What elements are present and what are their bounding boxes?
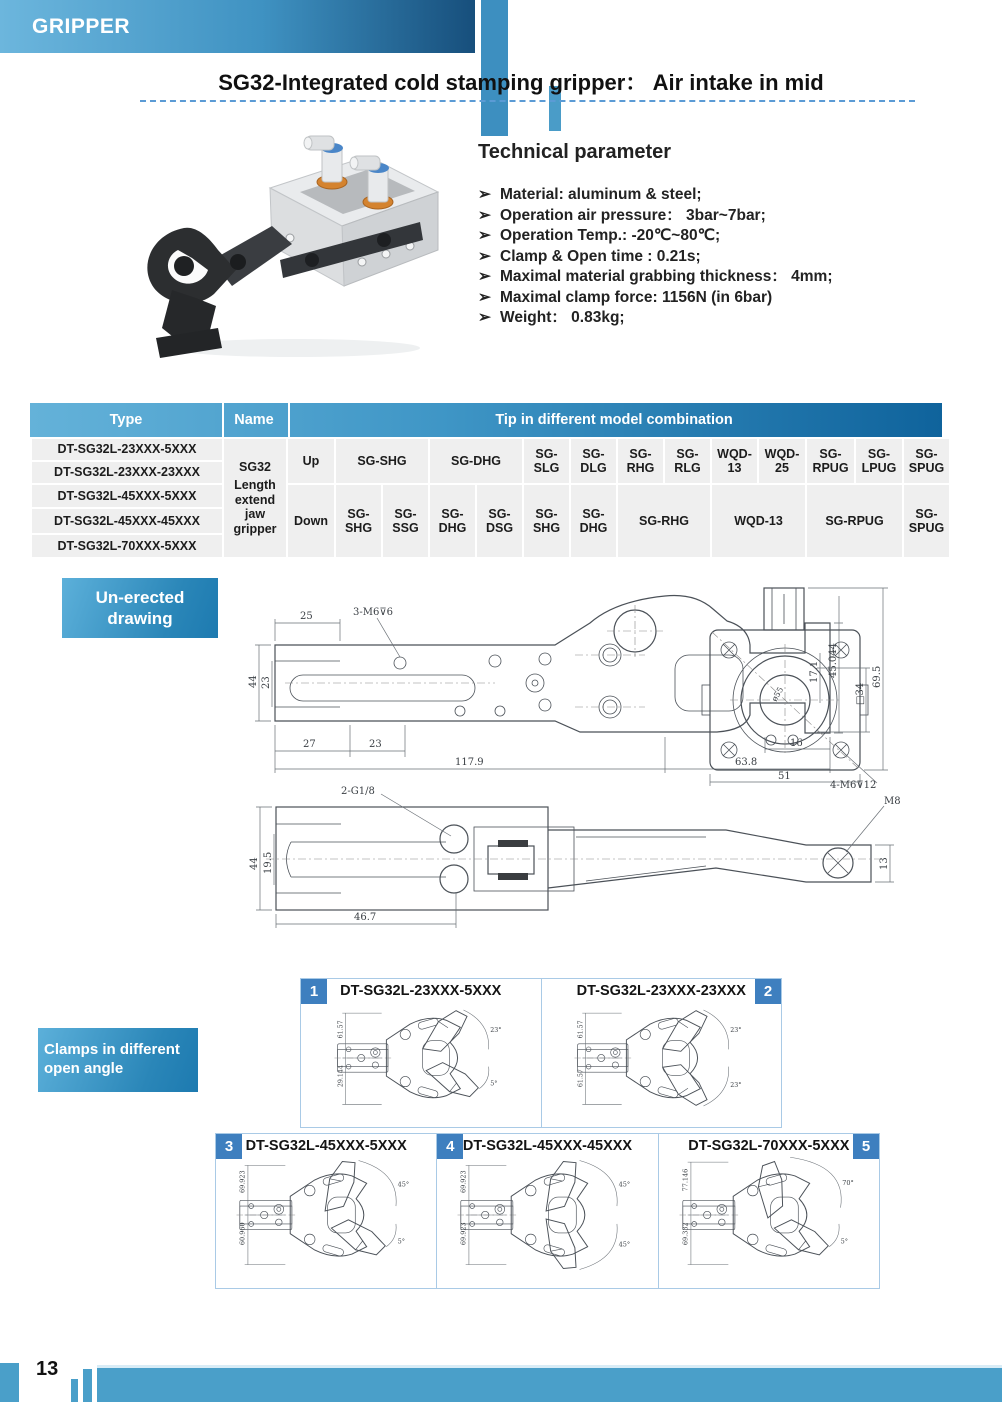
svg-text:60.960: 60.960 [238,1222,247,1246]
tip-cell: SG-LPUG [856,439,902,483]
svg-text:4-M6⊽12: 4-M6⊽12 [830,780,877,790]
svg-text:117.9: 117.9 [455,757,484,768]
svg-text:61.57: 61.57 [337,1020,345,1039]
spec-table [30,403,945,559]
svg-text:16: 16 [790,738,803,749]
svg-text:63.8: 63.8 [735,757,758,768]
footer-bar [97,1365,1002,1402]
up-cell: Up [288,439,334,483]
tech-item: ➢ Maximal material grabbing thickness： 4mm; [478,267,958,288]
panel-badge: 4 [437,1134,463,1159]
table-name-cell: SG32 Length extend jaw gripper [224,439,286,557]
svg-text:23: 23 [261,676,272,689]
svg-text:45.044: 45.044 [828,643,839,678]
svg-text:23°: 23° [489,1027,502,1035]
page-number: 13 [36,1358,59,1380]
panel-title: DT-SG32L-45XXX-5XXX [245,1138,407,1154]
bullet-arrow-icon: ➢ [478,186,491,203]
tech-item: ➢ Operation Temp.: -20℃~80℃; [478,226,958,247]
svg-text:45°: 45° [619,1240,631,1249]
svg-text:44: 44 [248,675,259,688]
svg-text:29.144: 29.144 [337,1065,345,1088]
clamp-drawing [313,999,529,1117]
gripper-label: GRIPPER [32,14,131,38]
svg-text:69.923: 69.923 [460,1222,469,1246]
panel-title: DT-SG32L-70XXX-5XXX [688,1138,850,1154]
right-view-drawing [672,580,902,790]
tip-cell: SG-SHG [336,439,428,483]
svg-text:61.57: 61.57 [577,1069,585,1088]
model-combination-table [30,437,951,559]
footer-accent-bar-medium [83,1369,92,1402]
panel-badge: 1 [301,979,327,1004]
clamp-panel [436,1134,657,1288]
tip-cell: SG-RPUG [807,485,902,557]
clamp-panels-row-2 [215,1133,880,1289]
tip-cell: SG-SSG [383,485,428,557]
side-view-drawing [246,782,906,932]
tip-cell: WQD-13 [712,439,757,483]
tip-cell: SG-DLG [571,439,616,483]
tip-cell: SG-DHG [430,485,475,557]
clamp-panel [216,1134,436,1288]
bullet-arrow-icon: ➢ [478,309,491,326]
tip-cell: SG-SHG [336,485,381,557]
tech-parameter-list [478,185,958,329]
svg-text:23°: 23° [730,1082,742,1090]
product-image [120,110,452,362]
tech-parameter-heading: Technical parameter [478,141,672,163]
svg-text:45°: 45° [619,1180,631,1189]
svg-text:69.923: 69.923 [238,1170,247,1194]
tip-cell: SG-SLG [524,439,569,483]
table-row-type: DT-SG32L-45XXX-45XXX [32,509,222,533]
clamp-drawing [553,999,769,1117]
title-divider [140,100,915,102]
tip-cell: SG-RPUG [807,439,854,483]
column-header-tip: Tip in different model combination [495,412,733,428]
footer-accent-bar-small [71,1379,78,1402]
clamp-panel [658,1134,879,1288]
svg-text:27: 27 [303,739,316,750]
clamp-panel [541,979,782,1127]
tip-cell: SG-SPUG [904,439,949,483]
tech-item: ➢ Material: aluminum & steel; [478,185,958,206]
svg-text:25: 25 [300,611,313,622]
panel-badge: 2 [755,979,781,1004]
svg-text:M8: M8 [884,796,901,807]
panel-title: DT-SG32L-23XXX-23XXX [576,983,746,999]
column-header-type: Type [109,412,143,428]
svg-text:23°: 23° [730,1027,742,1035]
table-row-type: DT-SG32L-70XXX-5XXX [32,535,222,557]
down-cell: Down [288,485,334,557]
tip-cell: SG-DHG [571,485,616,557]
table-row-type: DT-SG32L-23XXX-23XXX [32,462,222,483]
panel-title: DT-SG32L-45XXX-45XXX [462,1138,633,1154]
table-header [30,403,942,437]
svg-text:23: 23 [369,739,382,750]
tip-cell: SG-RHG [618,485,710,557]
svg-text:17.1: 17.1 [809,660,820,683]
svg-text:69.332: 69.332 [681,1222,690,1246]
tech-item: ➢ Weight： 0.83kg; [478,308,958,329]
svg-text:19.5: 19.5 [263,851,274,874]
tech-item: ➢ Clamp & Open time : 0.21s; [478,247,958,268]
svg-text:44: 44 [249,857,260,870]
header-band [0,0,475,53]
tip-cell: SG-SPUG [904,485,949,557]
bullet-arrow-icon: ➢ [478,268,491,285]
unerected-drawing-label: Un-erected drawing [62,578,218,638]
svg-text:77.146: 77.146 [681,1168,690,1192]
tip-cell: SG-SHG [524,485,569,557]
page-title: SG32-Integrated cold stamping gripper： Air intake in mid [218,70,824,95]
panel-badge: 3 [216,1134,242,1159]
svg-text:70°: 70° [842,1178,854,1187]
column-header-name: Name [234,412,274,428]
clamp-drawing [221,1154,431,1276]
tip-cell: SG-RHG [618,439,663,483]
bullet-arrow-icon: ➢ [478,247,491,265]
svg-text:ø55: ø55 [769,685,786,703]
clamp-panels-row-1 [300,978,782,1128]
svg-text:51: 51 [778,771,791,782]
svg-text:69.923: 69.923 [460,1170,469,1194]
clamp-drawing [664,1154,874,1276]
bullet-arrow-icon: ➢ [478,288,491,306]
svg-text:69.5: 69.5 [872,665,883,688]
tech-item: ➢ Maximal clamp force: 1156N (in 6bar) [478,288,958,309]
footer-accent-square [0,1363,19,1402]
tip-cell: SG-DSG [477,485,522,557]
svg-text:5°: 5° [397,1237,406,1246]
tech-item: ➢ Operation air pressure： 3bar~7bar; [478,206,958,227]
svg-text:□34: □34 [855,682,866,705]
tip-cell: WQD-25 [759,439,805,483]
tip-cell: SG-DHG [430,439,522,483]
svg-text:61.57: 61.57 [577,1020,585,1039]
table-row-type: DT-SG32L-23XXX-5XXX [32,439,222,460]
tip-cell: SG-RLG [665,439,710,483]
tip-cell: WQD-13 [712,485,805,557]
bullet-arrow-icon: ➢ [478,206,491,224]
svg-text:13: 13 [879,857,890,870]
clamp-drawing [442,1154,652,1276]
svg-text:45°: 45° [397,1180,410,1189]
panel-title: DT-SG32L-23XXX-5XXX [340,983,502,999]
clamp-panel [301,979,541,1127]
svg-text:46.7: 46.7 [354,912,377,923]
svg-text:3-M6⊽6: 3-M6⊽6 [353,607,394,618]
svg-text:5°: 5° [489,1080,498,1088]
bullet-arrow-icon: ➢ [478,227,491,244]
clamps-open-angle-label: Clamps in different open angle [38,1028,198,1092]
table-row-type: DT-SG32L-45XXX-5XXX [32,485,222,507]
panel-badge: 5 [853,1134,879,1159]
svg-text:5°: 5° [840,1237,848,1246]
svg-text:2-G1/8: 2-G1/8 [341,786,375,797]
